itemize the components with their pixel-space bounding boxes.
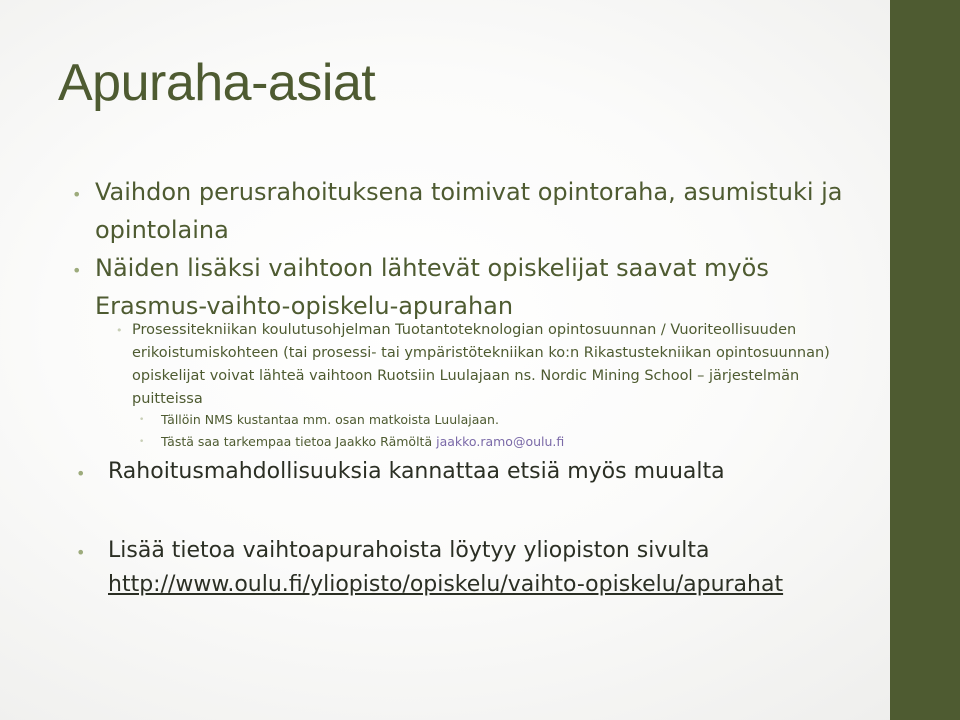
sidebar-accent-bar: [890, 0, 960, 720]
bullet-text: Vaihdon perusrahoituksena toimivat opintoraha, asumistuki ja opintolaina: [95, 178, 843, 244]
bullet-item-contact: [139, 433, 861, 451]
bullet-item-more-info: [76, 534, 868, 602]
bullet-icon: •: [116, 324, 123, 337]
bullet-icon: •: [139, 437, 145, 447]
bullet-text: Prosessitekniikan koulutusohjelman Tuotantoteknologian opintosuunnan / Vuoriteollisuuden erikoistumiskohteen (tai prosessi- tai ympäristötekniikan ko:n Rikastustekniikan opintosuunnan) opiskelijat voivat lähteä vaihtoon Ruotsiin Luulajaan ns. Nordic Mining School – järjestelmän puitteissa: [132, 322, 830, 407]
bullet-item-nordic-mining: [116, 319, 852, 411]
slide-title: Apuraha-asiat: [58, 54, 376, 112]
bullet-text: Tästä saa tarkempaa tietoa Jaakko Rämöltä: [161, 434, 437, 449]
bullet-icon: •: [139, 415, 145, 425]
bullet-icon: •: [72, 185, 82, 204]
bullet-text: Lisää tietoa vaihtoapurahoista löytyy yliopiston sivulta: [108, 538, 710, 563]
bullet-icon: •: [72, 261, 82, 280]
university-url-link[interactable]: http://www.oulu.fi/yliopisto/opiskelu/vaihto-opiskelu/apurahat: [108, 572, 784, 597]
bullet-text: Rahoitusmahdollisuuksia kannattaa etsiä myös muualta: [108, 459, 725, 484]
email-link[interactable]: jaakko.ramo@oulu.fi: [436, 434, 565, 449]
bullet-item-other-funding: [76, 455, 868, 489]
bullet-item-nms-costs: [139, 411, 861, 429]
bullet-item-funding: [72, 173, 855, 249]
bullet-icon: •: [76, 464, 86, 483]
bullet-icon: •: [76, 543, 86, 562]
bullet-text: Tällöin NMS kustantaa mm. osan matkoista Luulajaan.: [161, 412, 499, 427]
bullet-text: Näiden lisäksi vaihtoon lähtevät opiskelijat saavat myös Erasmus-vaihto-opiskelu-apurahan: [95, 254, 769, 320]
bullet-item-erasmus: [72, 249, 855, 325]
